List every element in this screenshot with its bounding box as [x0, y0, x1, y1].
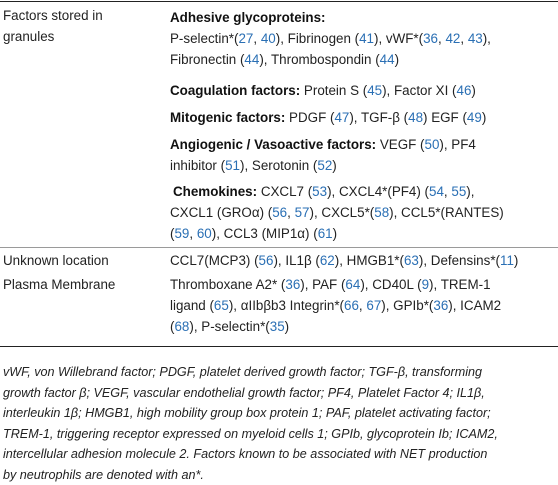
mitogenic-line: Mitogenic factors: PDGF (47), TGF-β (48) EGF (49)	[170, 107, 554, 128]
table-footnote	[3, 362, 555, 485]
adhesive-line-2: Fibronectin (44), Thrombospondin (44)	[170, 49, 554, 70]
table-bottom-rule	[0, 346, 558, 347]
row-label-unknown: Unknown location	[3, 250, 163, 271]
angiogenic-heading: Angiogenic / Vasoactive factors:	[170, 137, 376, 152]
angiogenic-line-2: inhibitor (51), Serotonin (52)	[170, 155, 554, 176]
row-divider	[0, 247, 558, 248]
chemokines-line-2: CXCL1 (GROα) (56, 57), CXCL5*(58), CCL5*(RANTES)	[170, 202, 557, 223]
row-label-line: Factors stored in	[3, 5, 163, 26]
footnote-line: intercellular adhesion molecule 2. Factors known to be associated with NET production	[3, 444, 555, 465]
chemokines-block	[173, 181, 557, 244]
coagulation-heading: Coagulation factors:	[170, 83, 300, 98]
row-label-granules	[3, 5, 163, 47]
mitogenic-heading: Mitogenic factors:	[170, 110, 285, 125]
membrane-line-2: ligand (65), αIIbβb3 Integrin*(66, 67), GPIb*(36), ICAM2	[170, 295, 554, 316]
row-label-line: granules	[3, 26, 163, 47]
adhesive-block	[170, 7, 554, 70]
footnote-line: vWF, von Willebrand factor; PDGF, platelet derived growth factor; TGF-β, transforming	[3, 362, 555, 383]
chemokines-heading: Chemokines:	[173, 184, 257, 199]
membrane-block	[170, 274, 554, 337]
footnote-line: TREM-1, triggering receptor expressed on myeloid cells 1; GPIb, glycoprotein Ib; ICAM2,	[3, 424, 555, 445]
table-top-rule	[0, 1, 558, 2]
membrane-line-1: Thromboxane A2* (36), PAF (64), CD40L (9), TREM-1	[170, 274, 554, 295]
adhesive-line-1: P-selectin*(27, 40), Fibrinogen (41), vWF*(36, 42, 43),	[170, 28, 554, 49]
row-label-membrane: Plasma Membrane	[3, 274, 163, 295]
footnote-line: interleukin 1β; HMGB1, high mobility group box protein 1; PAF, platelet activating factor;	[3, 403, 555, 424]
angiogenic-line-1: Angiogenic / Vasoactive factors: VEGF (50), PF4	[170, 134, 554, 155]
chemokines-line-3: (59, 60), CCL3 (MIP1α) (61)	[170, 223, 557, 244]
chemokines-line-1: Chemokines: CXCL7 (53), CXCL4*(PF4) (54, 55),	[173, 181, 557, 202]
angiogenic-block	[170, 134, 554, 176]
footnote-line: growth factor β; VEGF, vascular endothelial growth factor; PF4, Platelet Factor 4; IL1β,	[3, 383, 555, 404]
unknown-line: CCL7(MCP3) (56), IL1β (62), HMGB1*(63), Defensins*(11)	[170, 250, 554, 271]
coagulation-line: Coagulation factors: Protein S (45), Factor XI (46)	[170, 80, 554, 101]
adhesive-heading: Adhesive glycoproteins:	[170, 10, 326, 25]
membrane-line-3: (68), P-selectin*(35)	[170, 316, 554, 337]
footnote-line: by neutrophils are denoted with an*.	[3, 465, 555, 485]
